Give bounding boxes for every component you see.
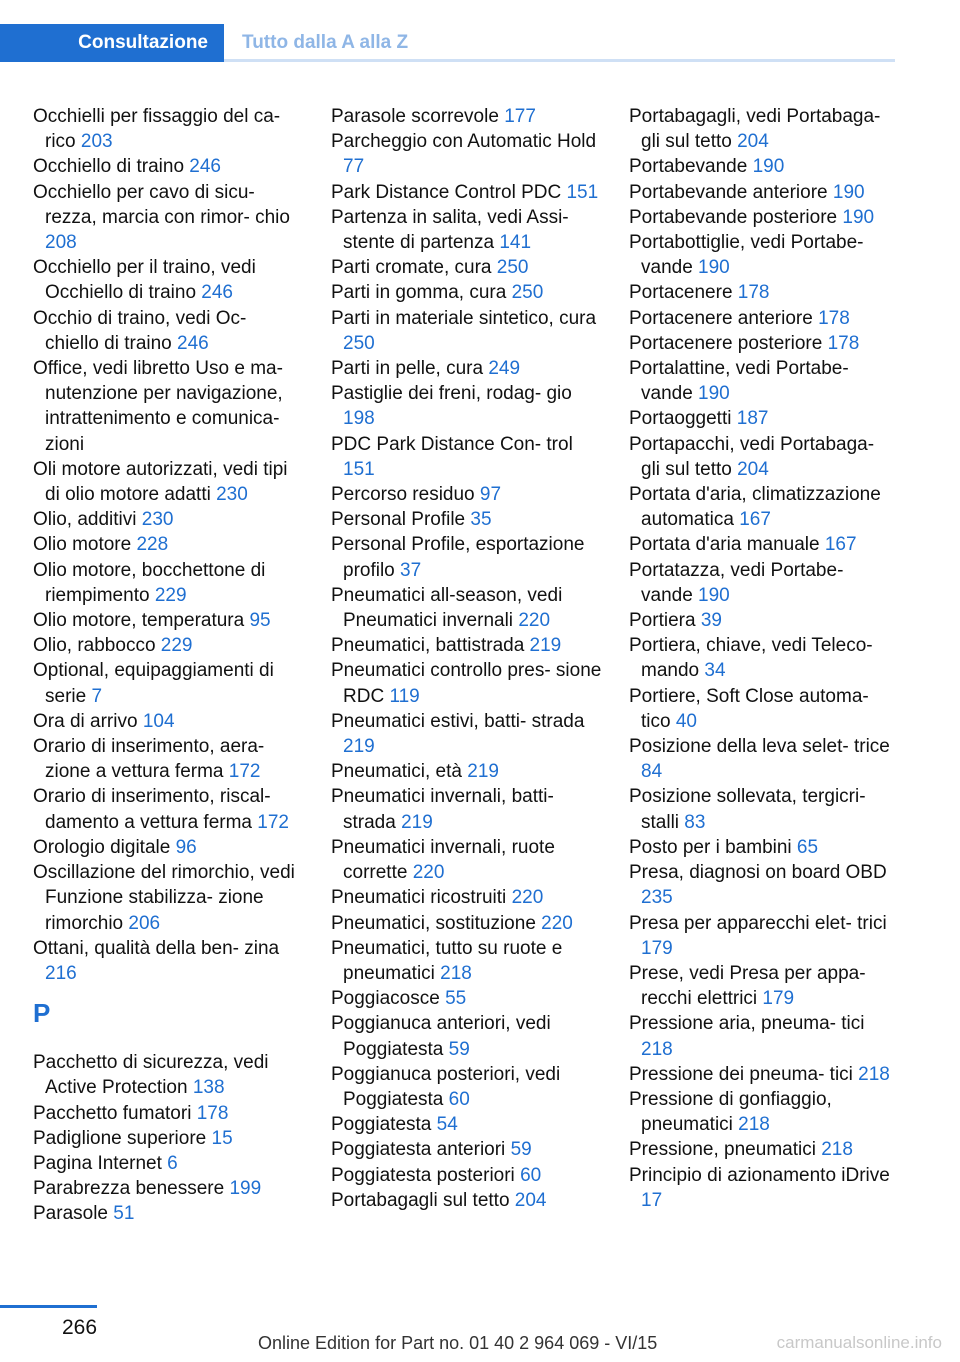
index-term: Occhiello di traino [33,156,190,178]
index-entry [331,1188,603,1213]
index-term: Pressione dei pneuma‐ tici [629,1063,859,1085]
index-entry [331,180,603,205]
index-term: Poggiatesta anteriori [331,1139,511,1161]
index-term: Parcheggio con Automatic Hold [331,131,597,153]
index-term: Pneumatici invernali, batti‐ strada [331,786,554,833]
page-link[interactable]: 6 [167,1152,178,1174]
page-link[interactable]: 83 [684,811,706,833]
page-link[interactable]: 7 [91,685,103,707]
page-link[interactable]: 60 [448,1088,470,1110]
index-term: Portapacchi, vedi Portabaga‐ gli sul tetto [629,433,875,480]
page-link[interactable]: 84 [641,761,663,783]
index-entry [629,911,897,961]
index-term: Pressione aria, pneuma‐ tici [629,1013,865,1035]
page-link[interactable]: 151 [566,181,599,203]
index-entry [33,457,301,507]
page-number-rule [0,1305,97,1308]
index-term: Portabagagli, vedi Portabaga‐ gli sul tetto [629,106,881,153]
index-term: Portiera, chiave, vedi Teleco‐ mando [629,635,873,682]
index-term: Portata d'aria manuale [629,534,825,556]
page-link[interactable]: 187 [736,408,769,430]
page-link[interactable]: 246 [177,332,209,354]
index-term: Pneumatici estivi, batti‐ strada [331,710,585,732]
index-term: Office, vedi libretto Uso e ma‐ nutenzione per navigazione, intrattenimento e comunica‐ zioni [33,358,283,455]
index-entry [629,558,897,608]
index-term: Pneumatici all-season, vedi Pneumatici invernali [331,584,563,632]
index-entry [629,280,897,305]
page-link[interactable]: 190 [698,383,730,405]
index-entry [629,104,897,154]
index-entry [331,835,603,885]
index-term: Portabottiglie, vedi Portabe‐ vande [629,232,864,279]
index-column-2 [331,104,603,1213]
index-entry [331,532,603,582]
page-link[interactable]: 218 [858,1063,890,1085]
page-link[interactable]: 219 [343,736,375,758]
page-link[interactable]: 96 [175,836,197,858]
index-term: Ottani, qualità della ben‐ zina [33,937,280,959]
index-term: Park Distance Control PDC [331,181,567,203]
index-term: Poggiatesta posteriori [331,1164,521,1186]
page-link[interactable]: 119 [389,685,420,707]
page-link[interactable]: 218 [641,1038,673,1060]
index-entry [629,532,897,557]
footer-edition: Online Edition for Part no. 01 40 2 964 069 - VI/15 [258,1333,658,1353]
index-term: Olio motore, temperatura [33,610,250,632]
index-term: Occhiello per cavo di sicu‐ rezza, marcia con rimor‐ chio [33,181,290,228]
index-entry [331,784,603,834]
page-link[interactable]: 229 [160,635,193,657]
index-term: Principio di azionamento iDrive [629,1164,890,1186]
index-term: PDC Park Distance Con‐ trol [331,433,573,455]
index-term: Posizione sollevata, tergicri‐ stalli [629,786,866,833]
index-term: Pneumatici, sostituzione [331,912,542,934]
index-entry [33,306,301,356]
index-term: Parti cromate, cura [331,257,497,279]
page-link[interactable]: 60 [520,1164,542,1186]
index-entry [629,230,897,280]
index-term: Parti in materiale sintetico, cura [331,307,597,329]
tab-tutto-dalla-a-alla-z[interactable] [242,24,408,62]
index-term: Parti in gomma, cura [331,282,512,304]
page-link[interactable]: 34 [704,660,726,682]
index-term: Poggiacosce [331,988,446,1010]
index-entry [331,432,603,482]
index-term: Pneumatici, età [331,761,468,783]
index-term: Olio, additivi [33,509,142,531]
index-entry [331,1011,603,1061]
index-entry [331,104,603,129]
page-link[interactable]: 219 [467,761,499,783]
page-link[interactable]: 17 [641,1189,663,1211]
page-link[interactable]: 190 [698,257,730,279]
page-link[interactable]: 229 [154,584,187,606]
header-rule [224,59,895,62]
page-link[interactable]: 219 [401,811,433,833]
index-entry [33,532,301,557]
index-term: Portabevande anteriore [629,181,833,203]
page-link[interactable]: 218 [440,962,472,984]
index-entry [629,1087,897,1137]
index-term: Poggianuca posteriori, vedi Poggiatesta [331,1063,561,1110]
index-entry [629,1062,897,1087]
page-link[interactable]: 59 [448,1038,470,1060]
index-entry [331,759,603,784]
index-term: Presa, diagnosi on board OBD [629,862,887,884]
index-term: Portalattine, vedi Portabe‐ vande [629,358,849,405]
index-term: Parabrezza benessere [33,1178,230,1200]
page-link[interactable]: 246 [201,282,233,304]
index-entry [629,835,897,860]
index-entry [629,684,897,734]
index-term: Pacchetto fumatori [33,1102,197,1124]
index-term: Portatazza, vedi Portabe‐ vande [629,559,844,606]
page-link[interactable]: 151 [343,458,375,480]
index-entry [629,331,897,356]
index-term: Pneumatici, tutto su ruote e pneumatici [331,937,563,984]
index-column-1 [33,104,301,1227]
index-entry [33,860,301,936]
index-entry [629,406,897,431]
index-term: Occhio di traino, vedi Oc‐ chiello di traino [33,307,247,354]
index-entry [33,154,301,179]
index-entry [33,104,301,154]
index-term: Padiglione superiore [33,1127,212,1149]
index-entry [629,1163,897,1213]
page-link[interactable]: 190 [832,181,865,203]
index-term: Orologio digitale [33,836,176,858]
index-entry [331,356,603,381]
index-term: Pagina Internet [33,1152,168,1174]
index-entry [33,558,301,608]
index-entry [331,306,603,356]
index-entry [629,608,897,633]
page-link[interactable]: 55 [445,988,467,1010]
index-term: Ora di arrivo [33,710,143,732]
page-link[interactable]: 40 [675,710,697,732]
index-term: Portabevande [629,156,753,178]
index-term: Pneumatici controllo pres‐ sione RDC [331,660,602,707]
page-link[interactable]: 177 [504,106,536,127]
index-entry [33,936,301,986]
index-entry [331,1062,603,1112]
page-link[interactable]: 216 [45,962,77,984]
index-entry [33,1126,301,1151]
index-term: Posizione della leva selet‐ trice [629,736,890,758]
page-link[interactable]: 172 [257,811,289,833]
page-link[interactable]: 95 [249,610,271,632]
tab-consultazione[interactable] [0,24,224,62]
index-term: Partenza in salita, vedi Assi‐ stente di partenza [331,206,569,254]
index-entry [629,1137,897,1162]
index-entry [33,835,301,860]
index-term: Portabagagli sul tetto [331,1189,515,1211]
page-link[interactable]: 250 [511,282,544,304]
index-column-3 [629,104,897,1213]
page-link[interactable]: 208 [45,232,77,254]
page-link[interactable]: 204 [737,131,769,153]
page-link[interactable]: 178 [818,307,850,329]
page-link[interactable]: 65 [796,836,819,858]
index-term: Pastiglie dei freni, rodag‐ gio [331,383,572,405]
index-term: Parti in pelle, cura [331,358,489,380]
page-link[interactable]: 249 [488,358,521,380]
page-link[interactable]: 198 [343,408,375,430]
page-link[interactable]: 203 [80,131,113,153]
page-link[interactable]: 39 [700,610,722,632]
page-link[interactable]: 230 [141,509,174,531]
index-entry [629,154,897,179]
page-link[interactable]: 228 [136,534,169,556]
index-entry [629,205,897,230]
page-link[interactable]: 178 [737,282,770,304]
index-entry [629,784,897,834]
index-entry [629,356,897,406]
index-term: Olio motore, bocchettone di riempimento [33,559,266,606]
tab-label: Tutto dalla A alla Z [242,32,409,53]
index-entry [331,633,603,658]
page-link[interactable]: 230 [216,484,248,506]
page-link[interactable]: 190 [842,206,875,228]
page-link[interactable]: 204 [514,1189,547,1211]
section-letter: P [33,998,51,1029]
index-entry [629,1011,897,1061]
page-link[interactable]: 167 [739,509,771,531]
page-link[interactable]: 167 [824,534,857,556]
index-entry [33,1201,301,1226]
page-link[interactable]: 246 [189,156,221,178]
page-link[interactable]: 190 [698,584,730,606]
index-entry [33,658,301,708]
page-link[interactable]: 59 [510,1139,532,1161]
index-entry [331,986,603,1011]
page-link[interactable]: 138 [192,1077,225,1099]
index-term: Portacenere [629,282,738,304]
index-entry [331,280,603,305]
index-entry [331,911,603,936]
index-term: Occhielli per fissaggio del ca‐ rico [33,106,281,153]
page-link[interactable]: 220 [518,610,551,632]
page-link[interactable]: 172 [228,761,261,783]
index-entry [33,255,301,305]
index-entry [629,482,897,532]
page-link[interactable]: 219 [529,635,562,657]
index-entry [33,633,301,658]
index-entry [331,1163,603,1188]
index-entry [629,961,897,1011]
page-link[interactable]: 179 [641,937,673,959]
page-link[interactable]: 37 [400,559,422,581]
page-number: 266 [62,1316,98,1339]
index-entry [33,734,301,784]
index-term: Poggiatesta [331,1114,437,1136]
index-entry [33,1050,301,1100]
index-term: Oli motore autorizzati, vedi tipi di olio motore adatti [33,458,288,506]
index-term: Pneumatici ricostruiti [331,887,512,909]
index-term: Olio, rabbocco [33,635,161,657]
index-entry [331,709,603,759]
index-term: Portacenere anteriore [629,307,819,329]
page-link[interactable]: 204 [737,458,769,480]
page-link[interactable]: 220 [511,887,544,909]
index-term: Olio motore [33,534,137,556]
index-entry [331,482,603,507]
page-link[interactable]: 104 [142,710,175,732]
index-term: Pacchetto di sicurezza, vedi Active Protection [33,1052,269,1099]
index-entry [33,507,301,532]
index-entry [331,885,603,910]
index-entry [629,306,897,331]
index-entry [33,784,301,834]
index-entry [33,709,301,734]
index-term: Pressione, pneumatici [629,1139,822,1161]
watermark: carmanualsonline.info [776,1333,942,1352]
page-link[interactable]: 178 [196,1102,229,1124]
index-entry [331,658,603,708]
page-link[interactable]: 250 [343,332,375,354]
index-entry [33,608,301,633]
page-link[interactable]: 97 [479,484,502,506]
index-term: Portata d'aria, climatizzazione automatica [629,484,881,531]
page-link[interactable]: 190 [752,156,785,178]
page-link[interactable]: 218 [821,1139,853,1161]
tab-label: Consultazione [78,32,208,53]
index-term: Oscillazione del rimorchio, vedi Funzione stabilizza‐ zione rimorchio [33,862,295,934]
index-entry [331,381,603,431]
index-term: Pneumatici invernali, ruote corrette [331,836,555,884]
index-term: Parasole scorrevole [331,106,505,127]
index-term: Percorso residuo [331,484,480,506]
index-term: Optional, equipaggiamenti di serie [33,660,274,707]
index-entry [331,507,603,532]
index-entry [629,633,897,683]
index-term: Portacenere posteriore [629,332,828,354]
index-entry [629,432,897,482]
index-entry [331,205,603,255]
page-link[interactable]: 179 [762,988,795,1010]
page-link[interactable]: 199 [229,1178,262,1200]
index-term: Presa per apparecchi elet‐ trici [629,912,887,934]
index-term: Orario di inserimento, riscal‐ damento a vettura ferma [33,786,271,833]
index-entry [331,936,603,986]
header-tabs [0,24,895,62]
index-term: Portabevande posteriore [629,206,843,228]
index-term: Posto per i bambini [629,836,797,858]
index-entry [33,1176,301,1201]
page-link[interactable]: 220 [541,912,573,934]
index-entry [331,255,603,280]
page-link[interactable]: 218 [738,1114,770,1136]
index-entry [331,1112,603,1137]
index-term: Personal Profile [331,509,471,531]
page-link[interactable]: 141 [499,232,532,254]
index-entry [331,583,603,633]
index-term: Orario di inserimento, aera‐ zione a vettura ferma [33,736,265,783]
page-link[interactable]: 51 [113,1203,135,1225]
index-term: Parasole [33,1203,114,1225]
page-link[interactable]: 77 [343,156,365,178]
index-term: Pneumatici, battistrada [331,635,530,657]
index-entry [33,180,301,256]
index-term: Portaoggetti [629,408,737,430]
index-term: Poggianuca anteriori, vedi Poggiatesta [331,1013,551,1060]
page-link[interactable]: 220 [412,862,445,884]
page-link[interactable]: 250 [496,257,529,279]
page-link[interactable]: 178 [827,332,860,354]
page-link[interactable]: 235 [641,887,673,909]
index-entry [629,860,897,910]
index-term: Portiera [629,610,701,632]
index-term: Occhiello per il traino, vedi Occhiello di traino [33,257,256,304]
index-term: Prese, vedi Presa per appa‐ recchi elettrici [629,962,866,1010]
index-term: Personal Profile, esportazione profilo [331,534,585,581]
page-link[interactable]: 54 [436,1114,458,1136]
index-entry [33,1101,301,1126]
index-term: Portiere, Soft Close automa‐ tico [629,685,869,732]
index-entry [629,734,897,784]
index-entry [629,180,897,205]
index-entry [33,356,301,457]
page-link[interactable]: 35 [470,509,492,531]
index-entry [331,129,603,179]
index-term: Pressione di gonfiaggio, pneumatici [629,1088,832,1136]
page-link[interactable]: 15 [211,1127,233,1149]
index-entry [33,1151,301,1176]
index-entry [331,1137,603,1162]
page-link[interactable]: 206 [128,912,161,934]
